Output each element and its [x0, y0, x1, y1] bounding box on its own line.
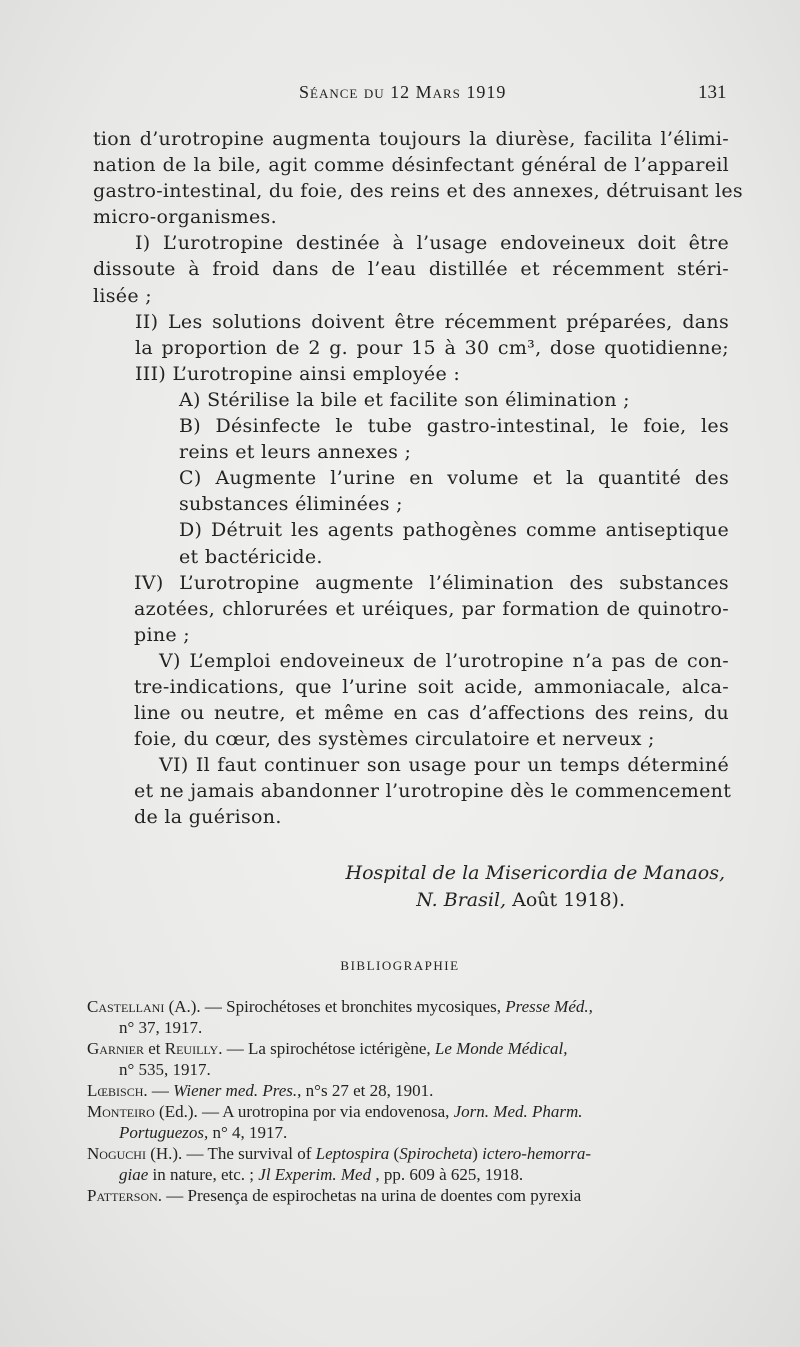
bibliography-entry: [87, 1101, 727, 1143]
journal: Le Monde Médical,: [434, 1039, 568, 1058]
text-line: micro-organismes.: [93, 206, 277, 229]
entry-text: et: [143, 1039, 165, 1058]
text-line: foie, du cœur, des systèmes circulatoire et nerveux ;: [134, 728, 655, 751]
bibliography-title: BIBLIOGRAPHIE: [340, 958, 460, 973]
bibliography-entry: [87, 1143, 727, 1185]
bibliography-entry: [87, 996, 727, 1038]
species-name: Leptospira: [315, 1144, 390, 1163]
entry-continuation: n° 37, 1917.: [119, 1018, 203, 1037]
text-line: line ou neutre, et même en cas d’affections des reins, du: [134, 702, 729, 725]
entry-text: ): [472, 1144, 483, 1163]
journal: Wiener med. Pres.: [173, 1081, 298, 1100]
entry-text: . — La spirochétose ictérigène,: [218, 1039, 435, 1058]
text-line: pine ;: [134, 623, 190, 646]
signature: [93, 860, 725, 914]
text-line: et bactéricide.: [179, 545, 323, 568]
bibliography-entry: [87, 1038, 727, 1080]
text-line: V) L’emploi endoveineux de l’urotropine n’a pas de con-: [159, 649, 729, 672]
species-name: ictero-hemorra-: [482, 1144, 592, 1163]
signature-country: N. Brasil,: [416, 889, 507, 911]
entry-text: , n°s 27 et 28, 1901.: [297, 1081, 434, 1100]
text-line: D) Détruit les agents pathogènes comme antiseptique: [179, 519, 729, 542]
page-number: 131: [698, 82, 727, 103]
journal: Jorn. Med. Pharm.: [453, 1102, 583, 1121]
entry-continuation: [87, 1122, 727, 1143]
text-line: substances éliminées ;: [179, 493, 403, 516]
author: Reuilly: [164, 1039, 219, 1058]
entry-text: in nature, etc. ;: [148, 1165, 259, 1184]
signature-place: Hospital de la Misericordia de Manaos,: [345, 862, 725, 884]
text-line: IV) L’urotropine augmente l’élimination des substances: [134, 571, 729, 594]
text-line: dissoute à froid dans de l’eau distillée et récemment stéri-: [93, 258, 729, 281]
journal: Jl Experim. Med: [258, 1165, 372, 1184]
bibliography-list: [87, 996, 727, 1206]
entry-continuation: [87, 1164, 727, 1185]
body-text: [93, 126, 743, 831]
text-line: tre-indications, que l’urine soit acide, ammoniacale, alca-: [134, 675, 729, 698]
species-name: Spirocheta: [399, 1144, 473, 1163]
entry-text: . — Presença de espirochetas na urina de doentes com pyrexia: [157, 1186, 582, 1205]
signature-line-1: [93, 860, 725, 887]
text-line: A) Stérilise la bile et facilite son élimination ;: [179, 388, 630, 411]
text-line: reins et leurs annexes ;: [179, 441, 412, 464]
entry-text: . —: [143, 1081, 174, 1100]
author: Castellani: [87, 997, 165, 1016]
entry-text: , pp. 609 à 625, 1918.: [371, 1165, 524, 1184]
bibliography-entry: [87, 1185, 727, 1206]
text-line: nation de la bile, agit comme désinfectant général de l’appareil: [93, 154, 729, 177]
text-line: la proportion de 2 g. pour 15 à 30 cm³, dose quotidienne;: [135, 336, 729, 359]
text-line: tion d’urotropine augmenta toujours la diurèse, facilita l’élimi-: [93, 128, 729, 150]
author: Monteiro: [87, 1102, 155, 1121]
text-line: III) L’urotropine ainsi employée :: [135, 362, 461, 385]
entry-text: (H.). — The survival of: [145, 1144, 316, 1163]
text-line: VI) Il faut continuer son usage pour un temps déterminé: [159, 754, 729, 777]
entry-text: (Ed.). — A urotropina por via endovenosa,: [154, 1102, 454, 1121]
entry-text: (: [389, 1144, 400, 1163]
entry-text: n° 4, 1917.: [208, 1123, 288, 1142]
text-line: lisée ;: [93, 284, 152, 307]
text-line: gastro-intestinal, du foie, des reins et des annexes, détruisant les: [93, 180, 743, 203]
entry-text: (A.). — Spirochétoses et bronchites mycosiques,: [164, 997, 506, 1016]
page-header: [0, 82, 800, 112]
text-line: et ne jamais abandonner l’urotropine dès le commencement: [134, 780, 732, 803]
text-line: B) Désinfecte le tube gastro-intestinal, le foie, les: [179, 415, 729, 438]
signature-date: Août 1918).: [506, 889, 625, 911]
running-title: Séance du 12 Mars 1919: [299, 82, 507, 102]
author: Lœbisch: [87, 1081, 144, 1100]
text-line: de la guérison.: [134, 806, 282, 829]
entry-continuation: n° 535, 1917.: [119, 1060, 211, 1079]
author: Patterson: [87, 1186, 158, 1205]
species-name: giae: [119, 1165, 149, 1184]
bibliography-entry: [87, 1080, 727, 1101]
journal: Portuguezos,: [119, 1123, 209, 1142]
author: Noguchi: [87, 1144, 146, 1163]
text-line: azotées, chlorurées et uréiques, par formation de quinotro-: [134, 597, 729, 620]
text-line: I) L’urotropine destinée à l’usage endoveineux doit être: [135, 232, 729, 255]
journal: Presse Méd.,: [505, 997, 593, 1016]
author: Garnier: [87, 1039, 144, 1058]
signature-line-2: [93, 887, 725, 914]
text-line: II) Les solutions doivent être récemment préparées, dans: [135, 310, 729, 333]
text-line: C) Augmente l’urine en volume et la quantité des: [179, 467, 729, 490]
